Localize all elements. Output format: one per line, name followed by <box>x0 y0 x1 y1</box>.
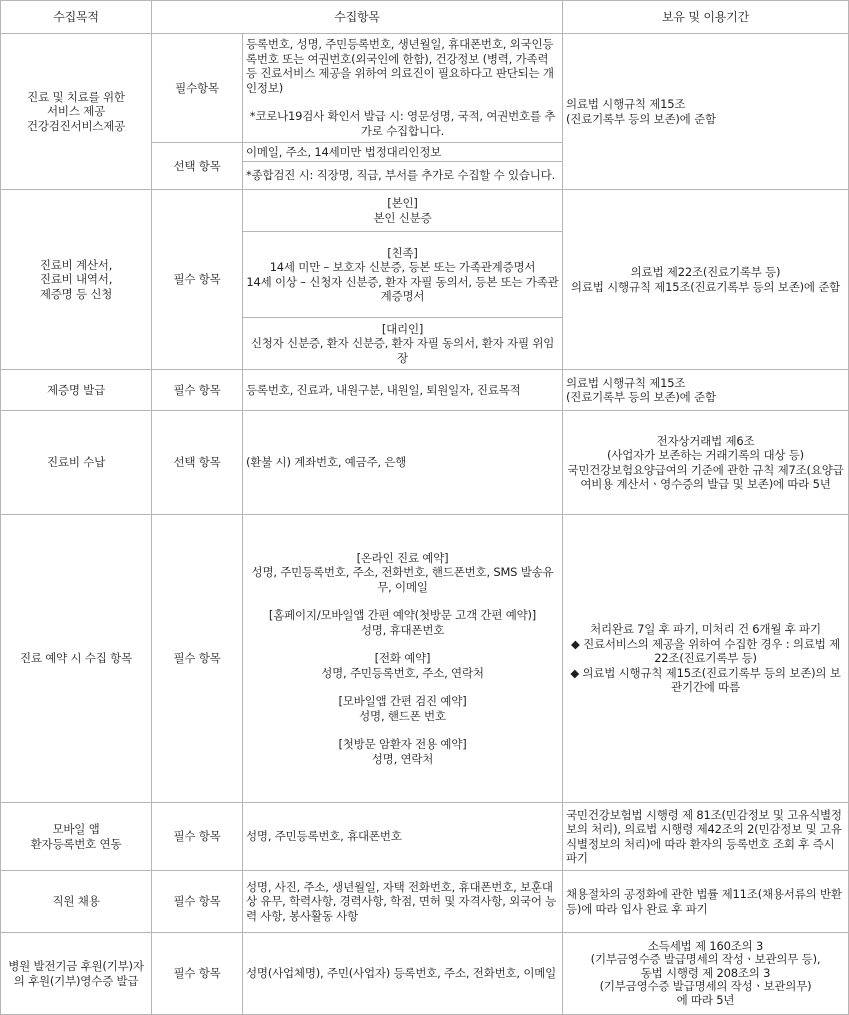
retention-cell <box>563 515 849 803</box>
header-items-label: 수집항목 <box>334 9 380 24</box>
items-cell <box>243 803 563 871</box>
group-heading: [친족] <box>387 245 418 260</box>
retention-cell <box>563 370 849 411</box>
items-group-cell <box>243 232 563 318</box>
retention-text: 의료법 제22조(진료기록부 등) 의료법 시행규칙 제15조(진료기록부 등의 보존)에 준함 <box>570 265 841 294</box>
required-label-cell <box>152 515 243 803</box>
group-text: 성명, 주민등록번호, 주소, 연락처 <box>321 665 484 680</box>
row-purpose-text: 진료 예약 시 수집 항목 <box>19 651 132 666</box>
items-text: 성명, 주민등록번호, 휴대폰번호 <box>246 829 402 844</box>
retention-text: 의료법 시행규칙 제15조 (진료기록부 등의 보존)에 준함 <box>566 97 716 126</box>
group-heading: [본인] <box>387 196 418 210</box>
optional-note-cell <box>243 162 563 190</box>
retention-text: 전자상거래법 제6조 (사업자가 보존하는 거래기록의 대상 등) 국민건강보험요양급여의 기준에 관한 규칙 제7조(요양급여비용 계산서ㆍ영수증의 발급 및 보존)에 따라 5년 <box>567 433 844 491</box>
items-cell <box>243 370 563 411</box>
required-label: 필수 항목 <box>173 894 221 909</box>
group-text: 14세 미만 – 보호자 신분증, 등본 또는 가족관계증명서 14세 이상 – 신청자 신분증, 환자 자필 동의서, 등본 또는 가족관계증명서 <box>246 260 559 303</box>
optional-label-cell <box>152 143 243 190</box>
row-purpose <box>1 34 152 190</box>
row-purpose-text: 모바일 앱 환자등록번호 연동 <box>30 822 122 851</box>
group-text: 본인 신분증 <box>373 210 432 225</box>
retention-text: 처리완료 7일 후 파기, 미처리 건 6개월 후 파기 ◆ 진료서비스의 제공을 위하여 수집한 경우 : 의료법 제22조(진료기록부 등) ◆ 의료법 시행규칙 제15조(진료기록부 등의 보존)의 보관기간에 따름 <box>570 622 841 695</box>
required-label: 필수 항목 <box>173 382 221 397</box>
retention-cell <box>563 803 849 871</box>
group-text: 성명, 휴대폰번호 <box>360 622 445 637</box>
group-text: 성명, 연락처 <box>371 751 434 766</box>
header-items <box>152 1 563 34</box>
row-purpose <box>1 803 152 871</box>
required-label-cell <box>152 190 243 370</box>
row-purpose <box>1 370 152 411</box>
required-label-cell <box>152 933 243 1015</box>
required-items-cell <box>243 34 563 143</box>
header-purpose <box>1 1 152 34</box>
row-purpose-text: 직원 채용 <box>52 894 100 909</box>
row-purpose <box>1 190 152 370</box>
required-label-cell <box>152 803 243 871</box>
required-label-cell <box>152 871 243 933</box>
row-purpose-text: 진료비 수납 <box>47 455 105 470</box>
items-cell <box>243 411 563 515</box>
items-text: 성명(사업체명), 주민(사업자) 등록번호, 주소, 전화번호, 이메일 <box>246 966 557 981</box>
required-label: 필수 항목 <box>173 272 221 287</box>
items-text: 성명, 사진, 주소, 생년월일, 자택 전화번호, 휴대폰번호, 보훈대상 유무, 학력사항, 경력사항, 학점, 면허 및 자격사항, 외국어 능력 사항, 봉사활동 사항 <box>246 879 557 923</box>
required-items-text: 등록번호, 성명, 주민등록번호, 생년월일, 휴대폰번호, 외국인등록번호 또는 여권번호(외국인에 한함), 건강정보 (병력, 가족력 등 진료서비스 제공을 위하여 의료진이 필요하다고 판단되는 개인정보) <box>246 37 554 95</box>
header-retention <box>563 1 849 34</box>
required-label: 필수 항목 <box>173 966 221 981</box>
retention-cell <box>563 34 849 190</box>
group-heading: [전화 예약] <box>374 651 431 666</box>
group-text: 성명, 주민등록번호, 주소, 전화번호, 핸드폰번호, SMS 발송유무, 이메일 <box>251 565 554 594</box>
optional-items-text: 이메일, 주소, 14세미만 법정대리인정보 <box>246 144 442 159</box>
group-heading: [모바일앱 간편 검진 예약] <box>338 694 467 709</box>
required-note-text: *코로나19검사 확인서 발급 시: 영문성명, 국적, 여권번호를 추가로 수집합니다. <box>249 109 556 138</box>
retention-text: 채용절차의 공정화에 관한 법률 제11조(채용서류의 반환 등)에 따라 입사 완료 후 파기 <box>566 887 842 916</box>
group-text: 신청자 신분증, 환자 신분증, 환자 자필 동의서, 환자 자필 위임장 <box>250 336 555 365</box>
retention-cell <box>563 933 849 1015</box>
header-purpose-label: 수집목적 <box>53 9 99 24</box>
group-heading: [대리인] <box>381 321 424 336</box>
retention-cell <box>563 871 849 933</box>
row-purpose <box>1 411 152 515</box>
group-heading: [홈페이지/모바일앱 간편 예약(첫방문 고객 간편 예약)] <box>268 608 537 623</box>
group-text: 성명, 핸드폰 번호 <box>359 708 446 723</box>
retention-cell <box>563 411 849 515</box>
row-purpose <box>1 933 152 1015</box>
header-retention-label: 보유 및 이용기간 <box>662 9 749 24</box>
items-group-cell <box>243 318 563 370</box>
required-label-cell <box>152 370 243 411</box>
retention-cell <box>563 190 849 370</box>
row-purpose-text: 병원 발전기금 후원(기부)자의 후원(기부)영수증 발급 <box>8 959 144 988</box>
retention-text: 국민건강보험법 시행령 제 81조(민감정보 및 고유식별정보의 처리), 의료법 시행령 제42조의 2(민감정보 및 고유식별정보의 처리)에 따라 환자의 등록번호 조회 후 즉시 파기 <box>566 807 842 865</box>
optional-note-text: *종합검진 시: 직장명, 직급, 부서를 추가로 수집할 수 있습니다. <box>246 168 556 183</box>
required-label-cell <box>152 34 243 143</box>
row-purpose-text: 제증명 발급 <box>47 382 105 397</box>
group-heading: [첫방문 암환자 전용 예약] <box>338 737 467 752</box>
row-purpose <box>1 515 152 803</box>
items-cell <box>243 933 563 1015</box>
items-text: (환불 시) 계좌번호, 예금주, 은행 <box>246 455 407 470</box>
required-label: 필수 항목 <box>173 651 221 666</box>
row-purpose-text: 진료 및 치료를 위한 서비스 제공 건강검진서비스제공 <box>26 89 126 133</box>
items-text: 등록번호, 진료과, 내원구분, 내원일, 퇴원일자, 진료목적 <box>246 382 521 397</box>
optional-label: 선택 항목 <box>173 158 221 173</box>
group-heading: [온라인 진료 예약] <box>356 550 449 565</box>
optional-items-cell <box>243 143 563 162</box>
items-cell <box>243 871 563 933</box>
required-label: 필수항목 <box>175 80 219 95</box>
optional-label: 선택 항목 <box>173 455 221 470</box>
items-group-cell <box>243 190 563 232</box>
spacer <box>246 95 559 109</box>
optional-label-cell <box>152 411 243 515</box>
row-purpose <box>1 871 152 933</box>
retention-text: 소득세법 제 160조의 3 (기부금영수증 발급명세의 작성ㆍ보관의무 등), 동법 시행령 제 208조의 3 (기부금영수증 발급명세의 작성ㆍ보관의무) 에 따라 5년 <box>590 938 821 1007</box>
reservation-items-cell <box>243 515 563 803</box>
retention-text: 의료법 시행규칙 제15조 (진료기록부 등의 보존)에 준함 <box>566 375 716 404</box>
required-label: 필수 항목 <box>173 829 221 844</box>
row-purpose-text: 진료비 계산서, 진료비 내역서, 제증명 등 신청 <box>39 257 113 301</box>
